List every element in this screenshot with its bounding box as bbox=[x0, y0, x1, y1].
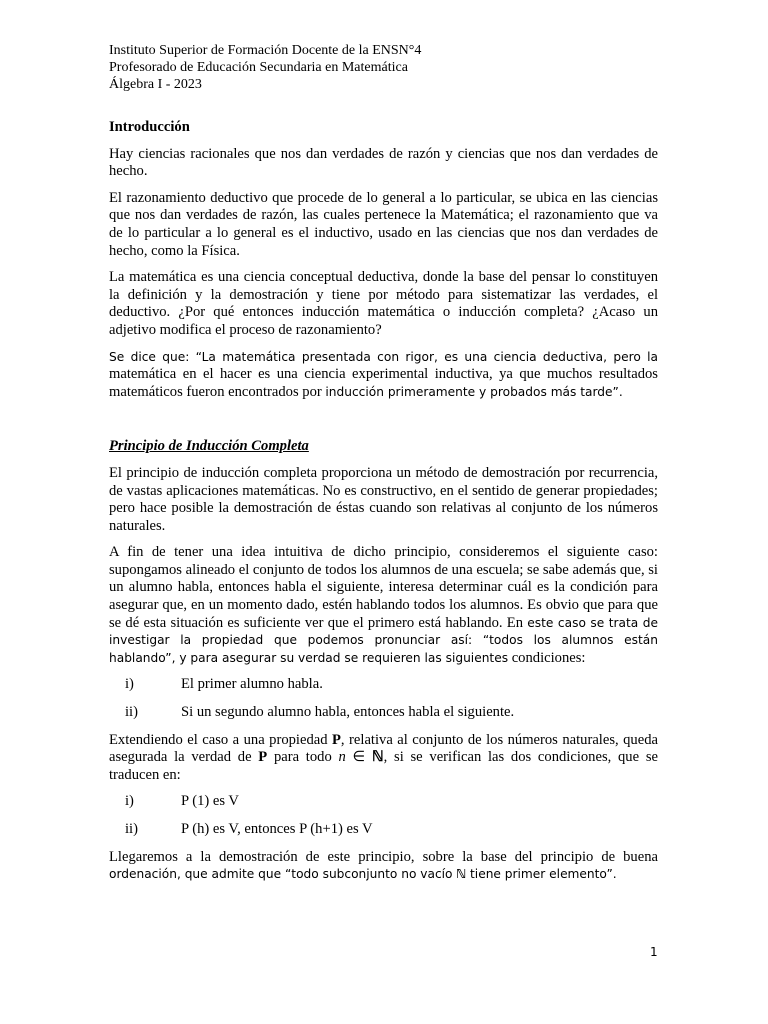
principle-heading: Principio de Inducción Completa bbox=[109, 438, 309, 455]
list-item-text: El primer alumno habla. bbox=[181, 676, 323, 693]
element-of-symbol: ∈ bbox=[352, 749, 366, 766]
principle-p2-part-c: condiciones: bbox=[511, 649, 586, 666]
list-item-number: ii) bbox=[125, 704, 138, 721]
p4-part-c: tiene primer elemento”. bbox=[470, 867, 617, 882]
list-item bbox=[109, 704, 658, 722]
p3-part-c: para todo bbox=[273, 749, 332, 766]
p4-part-b: ordenación, que admite que “todo subconjunto no vacío bbox=[109, 867, 453, 882]
list-item-number: i) bbox=[125, 676, 134, 693]
intro-paragraph-2: El razonamiento deductivo que procede de lo general a lo particular, se ubica en las ciencias que nos dan verdades de razón, las cuales pertenece la Matemática; el razonamiento que va de lo particular a lo general es el inductivo, usado en las ciencias que nos dan verdades de hecho, como la Física. bbox=[109, 189, 658, 259]
p3-part-a: Extendiendo el caso a una propiedad bbox=[109, 731, 328, 748]
list-item-text: Si un segundo alumno habla, entonces habla el siguiente. bbox=[181, 704, 515, 721]
quote-start: Se dice que: “La matemática presentada con rigor, es una ciencia deductiva, pero la bbox=[109, 349, 658, 364]
page-number: 1 bbox=[650, 945, 658, 959]
intro-paragraph-1: Hay ciencias racionales que nos dan verdades de razón y ciencias que nos dan verdades de hecho. bbox=[109, 145, 658, 180]
principle-paragraph-2 bbox=[109, 544, 658, 667]
list-item bbox=[109, 676, 658, 694]
property-symbol: P bbox=[332, 731, 341, 748]
variable-n: n bbox=[338, 749, 346, 766]
principle-paragraph-3 bbox=[109, 732, 658, 785]
intro-paragraph-3: La matemática es una ciencia conceptual deductiva, donde la base del pensar lo constituyen la definición y la demostración y tiene por método para sistematizar las verdades, el deductivo. ¿Por qué entonces inducción matemática o inducción completa? ¿Acaso un adjetivo modifica el proceso de razonamiento? bbox=[109, 269, 658, 338]
principle-p2-part-b: este caso se trata de investigar la propiedad que podemos pronunciar así: “todos los alumnos están hablando”, y para asegurar su verdad se requieren las siguientes bbox=[109, 615, 658, 665]
naturals-symbol: ℕ bbox=[456, 867, 467, 882]
p3-part-b: , relativa al conjunto de los números naturales, queda asegurada la verdad de bbox=[109, 731, 658, 766]
document-header bbox=[109, 42, 669, 93]
section-spacer bbox=[109, 410, 658, 438]
list-item-number: ii) bbox=[125, 821, 138, 837]
principle-p2-part-a: A fin de tener una idea intuitiva de dicho principio, consideremos el siguiente caso: supongamos alineado el conjunto de todos los alumnos de una escuela; se sabe además que, si un alumno habla, entonces habla el siguiente, interesa determinar cuál es la condición para asegurar que, en un momento dado, estén hablando todos los alumnos. Es obvio que para que se dé esta situación es suficiente ver que el primero está hablando. En bbox=[109, 544, 658, 631]
header-course: Álgebra I - 2023 bbox=[109, 77, 202, 92]
document-body bbox=[109, 119, 658, 893]
list-item-text: P (h) es V, entonces P (h+1) es V bbox=[181, 821, 373, 837]
intro-heading: Introducción bbox=[109, 119, 190, 135]
list-item-number: i) bbox=[125, 793, 134, 810]
p3-part-d: , si se verifican las dos condiciones, que se traducen en: bbox=[109, 749, 658, 783]
quote-middle: matemática en el hacer es una ciencia experimental inductiva, ya que muchos resultados matemáticos fueron encontrados por bbox=[109, 366, 658, 400]
quote-end: inducción primeramente y probados más tarde”. bbox=[325, 384, 623, 399]
property-symbol: P bbox=[258, 749, 268, 766]
principle-paragraph-1: El principio de inducción completa proporciona un método de demostración por recurrencia, de vastas aplicaciones matemáticas. No es constructivo, en el sentido de generar propiedades; pero hace posible la demostración de éstas cuando son relativas al conjunto de los números naturales. bbox=[109, 464, 658, 534]
p4-part-a: Llegaremos a la demostración de este principio, sobre la base del principio de buena bbox=[109, 848, 658, 865]
header-program: Profesorado de Educación Secundaria en Matemática bbox=[109, 60, 408, 75]
list-item bbox=[109, 821, 658, 839]
list-item-text: P (1) es V bbox=[181, 793, 239, 810]
intro-paragraph-4 bbox=[109, 349, 658, 402]
naturals-symbol: ℕ bbox=[371, 749, 384, 766]
header-institution: Instituto Superior de Formación Docente de la ENSN°4 bbox=[109, 43, 422, 58]
principle-paragraph-4 bbox=[109, 849, 658, 884]
list-item bbox=[109, 793, 658, 811]
